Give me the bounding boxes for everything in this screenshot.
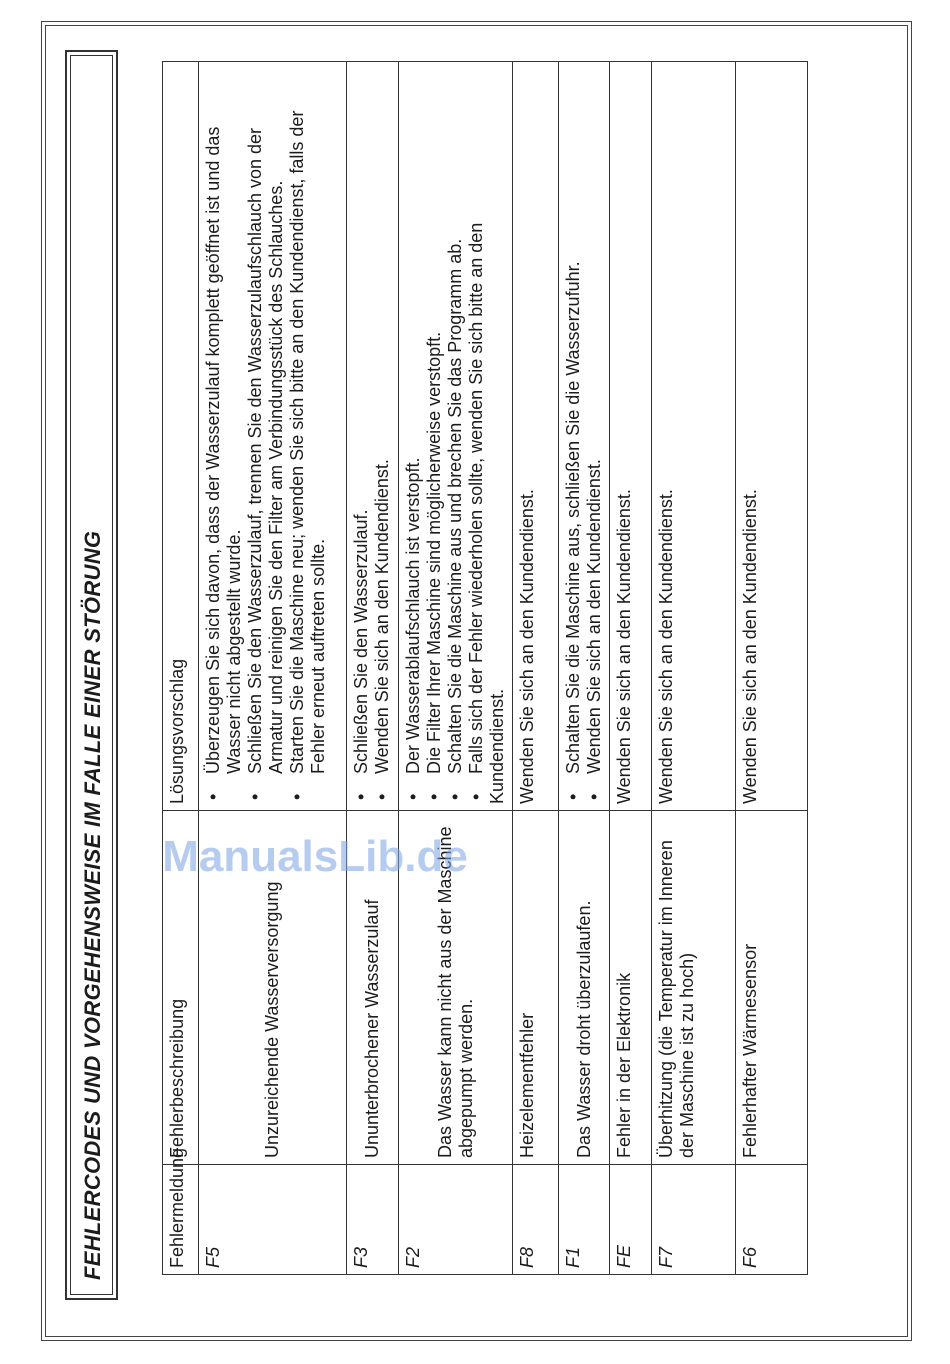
error-description: Ununterbrochener Wasserzulauf bbox=[347, 811, 399, 1165]
title-box bbox=[65, 50, 118, 1300]
solution-item: • Überzeugen Sie sich davon, dass der Wasserzulauf komplett geöffnet ist und das Wasser nicht abgestellt wurde. bbox=[203, 68, 245, 804]
solution-item: • Schalten Sie die Maschine aus und brechen Sie das Programm ab. bbox=[445, 68, 466, 804]
solution-item: • Der Wasserablaufschlauch ist verstopft. bbox=[403, 68, 424, 804]
error-description: Das Wasser kann nicht aus der Maschine abgepumpt werden. bbox=[399, 811, 513, 1165]
rotated-page-content bbox=[55, 50, 775, 1300]
solution-item: • Falls sich der Fehler wiederholen sollte, wenden Sie sich bitte an den bbox=[466, 68, 487, 804]
solution-item: • Wenden Sie sich an den Kundendienst. bbox=[372, 68, 393, 804]
table-row bbox=[347, 62, 399, 1275]
solution-item: • Schließen Sie den Wasserzulauf, trennen Sie den Wasserzulaufschlauch von der Armatur und reinigen Sie den Filter am Verbindungsstück des Schlauches. bbox=[245, 68, 287, 804]
error-code: F6 bbox=[736, 1165, 808, 1275]
header-code: Fehlermeldung bbox=[163, 1165, 199, 1275]
solution-item: • Starten Sie die Maschine neu; wenden Sie sich bitte an den Kundendienst, falls der Fehler erneut auftreten sollte. bbox=[287, 68, 329, 804]
error-description: Heizelementfehler bbox=[513, 811, 559, 1165]
error-code-table bbox=[162, 61, 808, 1275]
table-row bbox=[513, 62, 559, 1275]
error-code: F3 bbox=[347, 1165, 399, 1275]
solution-text: Wenden Sie sich an den Kundendienst. bbox=[610, 62, 652, 811]
solution-item: • Wenden Sie sich an den Kundendienst. bbox=[584, 68, 605, 804]
page-title: FEHLERCODES UND VORGEHENSWEISE IM FALLE EINER STÖRUNG bbox=[80, 530, 105, 1280]
solution-text: Wenden Sie sich an den Kundendienst. bbox=[513, 62, 559, 811]
error-description: Fehler in der Elektronik bbox=[610, 811, 652, 1165]
solution-item: • Die Filter Ihrer Maschine sind möglicherweise verstopft. bbox=[424, 68, 445, 804]
error-code: F5 bbox=[199, 1165, 347, 1275]
table-row bbox=[399, 62, 513, 1275]
solution-item: • Schließen Sie den Wasserzulauf. bbox=[351, 68, 372, 804]
solution-text: Wenden Sie sich an den Kundendienst. bbox=[736, 62, 808, 811]
solution-cell bbox=[347, 62, 399, 811]
error-code: F8 bbox=[513, 1165, 559, 1275]
error-description: Fehlerhafter Wärmesensor bbox=[736, 811, 808, 1165]
table-row bbox=[199, 62, 347, 1275]
error-description: Das Wasser droht überzulaufen. bbox=[559, 811, 610, 1165]
watermark: ManualsLib.de bbox=[162, 832, 468, 882]
table-row bbox=[610, 62, 652, 1275]
table-row bbox=[652, 62, 736, 1275]
solution-cell bbox=[559, 62, 610, 811]
solution-tail: Kundendienst. bbox=[487, 688, 507, 804]
table-header-row bbox=[163, 62, 199, 1275]
error-code: FE bbox=[610, 1165, 652, 1275]
solution-text: Wenden Sie sich an den Kundendienst. bbox=[652, 62, 736, 811]
header-description: Fehlerbeschreibung bbox=[163, 811, 199, 1165]
header-solution: Lösungsvorschlag bbox=[163, 62, 199, 811]
solution-cell bbox=[199, 62, 347, 811]
error-code: F2 bbox=[399, 1165, 513, 1275]
error-description: Überhitzung (die Temperatur im Inneren der Maschine ist zu hoch) bbox=[652, 811, 736, 1165]
solution-cell bbox=[399, 62, 513, 811]
table-row bbox=[736, 62, 808, 1275]
error-code: F7 bbox=[652, 1165, 736, 1275]
error-code: F1 bbox=[559, 1165, 610, 1275]
error-description: Unzureichende Wasserversorgung bbox=[199, 811, 347, 1165]
table-row bbox=[559, 62, 610, 1275]
solution-item: • Schalten Sie die Maschine aus, schließen Sie die Wasserzufuhr. bbox=[563, 68, 584, 804]
